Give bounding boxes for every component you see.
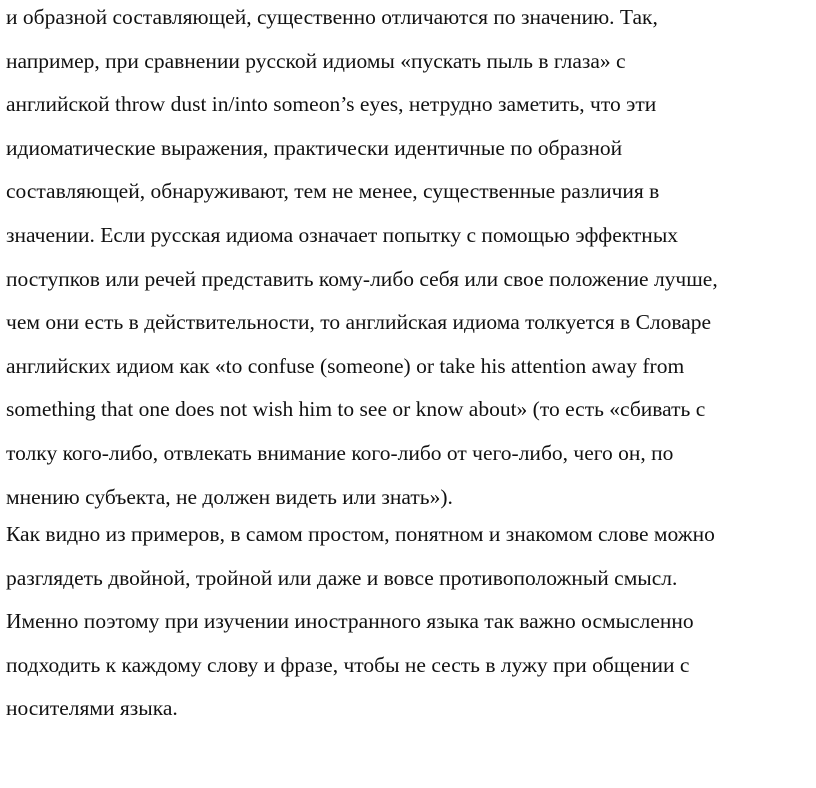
text-line: поступков или речей представить кому-либо себя или свое положение лучше, (6, 266, 718, 291)
text-line: значении. Если русская идиома означает попытку с помощью эффектных (6, 222, 679, 247)
paragraph-conclusion (6, 517, 715, 735)
text-line: мнению субъекта, не должен видеть или знать»). (6, 484, 453, 509)
text-line: и образной составляющей, существенно отличаются по значению. Так, (6, 5, 658, 29)
text-line: составляющей, обнаруживают, тем не менее, существенные различия в (6, 179, 660, 204)
text-line: толку кого-либо, отвлекать внимание кого-либо от чего-либо, чего он, по (6, 440, 674, 465)
text-line: Как видно из примеров, в самом простом, понятном и знакомом слове можно (6, 522, 715, 546)
text-line: носителями языка. (6, 696, 178, 721)
text-line: идиоматические выражения, практически идентичные по образной (6, 135, 623, 160)
paragraph-idiom-comparison (6, 0, 718, 523)
text-line: Именно поэтому при изучении иностранного языка так важно осмысленно (6, 609, 694, 634)
text-line: подходить к каждому слову и фразе, чтобы не сесть в лужу при общении с (6, 652, 690, 677)
text-line: разглядеть двойной, тройной или даже и вовсе противоположный смысл. (6, 565, 678, 590)
text-line: английских идиом как «to confuse (someone) or take his attention away from (6, 353, 685, 378)
text-line: чем они есть в действительности, то английская идиома толкуется в Словаре (6, 310, 712, 335)
text-line: английской throw dust in/into someon’s eyes, нетрудно заметить, что эти (6, 92, 657, 117)
text-line: something that one does not wish him to see or know about» (то есть «сбивать с (6, 397, 706, 422)
text-line: например, при сравнении русской идиомы «пускать пыль в глаза» с (6, 48, 626, 73)
